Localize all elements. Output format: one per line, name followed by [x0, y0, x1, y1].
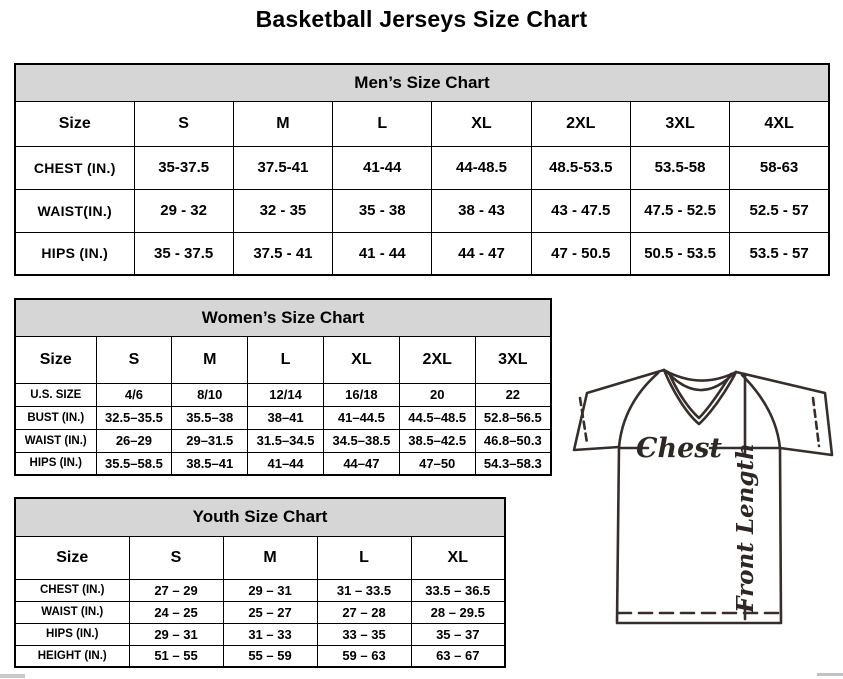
size-value-cell: 52.5 - 57 [730, 189, 829, 232]
size-value-cell: 44-48.5 [432, 146, 531, 189]
measurement-row [15, 189, 829, 232]
mens-table-title-row [15, 64, 829, 101]
row-label: WAIST (IN.) [15, 429, 96, 452]
womens-table-title-row [15, 299, 551, 336]
size-value-cell: 38.5–42.5 [399, 429, 475, 452]
measurement-row [15, 601, 505, 623]
jersey-measurement-diagram [560, 362, 840, 627]
front-length-label: Front Length [732, 443, 759, 613]
column-header-size: Size [15, 101, 134, 146]
column-header-2xl: 2XL [399, 336, 475, 383]
mens-size-table [14, 63, 830, 276]
size-value-cell: 55 – 59 [223, 645, 317, 667]
horizontal-scrollbar-fragment-right[interactable] [817, 673, 843, 676]
measurement-row [15, 452, 551, 475]
size-value-cell: 44 - 47 [432, 232, 531, 275]
size-value-cell: 35 - 37.5 [134, 232, 233, 275]
size-value-cell: 12/14 [248, 383, 324, 406]
row-label: CHEST (IN.) [15, 146, 134, 189]
size-value-cell: 33 – 35 [317, 623, 411, 645]
column-header-l: L [333, 101, 432, 146]
size-value-cell: 38 - 43 [432, 189, 531, 232]
size-value-cell: 27 – 29 [129, 579, 223, 601]
womens-size-table [14, 298, 552, 476]
row-label: HIPS (IN.) [15, 623, 129, 645]
measurement-row [15, 383, 551, 406]
right-armhole-seam [742, 375, 780, 448]
youth-column-header-row [15, 536, 505, 579]
size-value-cell: 35-37.5 [134, 146, 233, 189]
size-value-cell: 54.3–58.3 [475, 452, 551, 475]
column-header-xl: XL [411, 536, 505, 579]
size-value-cell: 22 [475, 383, 551, 406]
row-label: CHEST (IN.) [15, 579, 129, 601]
size-value-cell: 4/6 [96, 383, 172, 406]
size-value-cell: 24 – 25 [129, 601, 223, 623]
column-header-l: L [248, 336, 324, 383]
measurement-row [15, 429, 551, 452]
measurement-row [15, 579, 505, 601]
measurement-row [15, 146, 829, 189]
column-header-m: M [223, 536, 317, 579]
column-header-m: M [233, 101, 332, 146]
right-cuff-dashed-line [813, 398, 819, 446]
size-value-cell: 20 [399, 383, 475, 406]
youth-size-table [14, 497, 506, 668]
size-value-cell: 29 - 32 [134, 189, 233, 232]
size-value-cell: 29 – 31 [223, 579, 317, 601]
column-header-s: S [129, 536, 223, 579]
youth-table-title: Youth Size Chart [15, 498, 505, 536]
size-value-cell: 31 – 33 [223, 623, 317, 645]
measurement-row [15, 623, 505, 645]
size-value-cell: 58-63 [730, 146, 829, 189]
size-value-cell: 35.5–58.5 [96, 452, 172, 475]
row-label: WAIST (IN.) [15, 601, 129, 623]
size-value-cell: 34.5–38.5 [323, 429, 399, 452]
size-value-cell: 8/10 [172, 383, 248, 406]
column-header-3xl: 3XL [630, 101, 729, 146]
size-value-cell: 43 - 47.5 [531, 189, 630, 232]
size-value-cell: 25 – 27 [223, 601, 317, 623]
mens-column-header-row [15, 101, 829, 146]
row-label: HIPS (IN.) [15, 452, 96, 475]
size-value-cell: 38–41 [248, 406, 324, 429]
measurement-row [15, 232, 829, 275]
column-header-size: Size [15, 536, 129, 579]
column-header-2xl: 2XL [531, 101, 630, 146]
size-value-cell: 63 – 67 [411, 645, 505, 667]
row-label: HEIGHT (IN.) [15, 645, 129, 667]
size-value-cell: 31.5–34.5 [248, 429, 324, 452]
size-value-cell: 35 – 37 [411, 623, 505, 645]
size-value-cell: 37.5 - 41 [233, 232, 332, 275]
measurement-row [15, 406, 551, 429]
size-value-cell: 38.5–41 [172, 452, 248, 475]
column-header-xl: XL [323, 336, 399, 383]
womens-table-title: Women’s Size Chart [15, 299, 551, 336]
size-value-cell: 41–44.5 [323, 406, 399, 429]
size-value-cell: 59 – 63 [317, 645, 411, 667]
size-value-cell: 29 – 31 [129, 623, 223, 645]
size-value-cell: 53.5 - 57 [730, 232, 829, 275]
womens-table-body [15, 383, 551, 475]
row-label: WAIST(IN.) [15, 189, 134, 232]
measurement-row [15, 645, 505, 667]
size-value-cell: 33.5 – 36.5 [411, 579, 505, 601]
size-value-cell: 28 – 29.5 [411, 601, 505, 623]
size-value-cell: 41-44 [333, 146, 432, 189]
size-value-cell: 31 – 33.5 [317, 579, 411, 601]
column-header-4xl: 4XL [730, 101, 829, 146]
size-value-cell: 26–29 [96, 429, 172, 452]
size-value-cell: 47–50 [399, 452, 475, 475]
size-value-cell: 16/18 [323, 383, 399, 406]
column-header-m: M [172, 336, 248, 383]
column-header-s: S [96, 336, 172, 383]
size-value-cell: 47 - 50.5 [531, 232, 630, 275]
size-value-cell: 37.5-41 [233, 146, 332, 189]
youth-table-body [15, 579, 505, 667]
youth-table-title-row [15, 498, 505, 536]
size-value-cell: 53.5-58 [630, 146, 729, 189]
womens-column-header-row [15, 336, 551, 383]
size-value-cell: 47.5 - 52.5 [630, 189, 729, 232]
column-header-l: L [317, 536, 411, 579]
column-header-size: Size [15, 336, 96, 383]
size-value-cell: 44.5–48.5 [399, 406, 475, 429]
column-header-s: S [134, 101, 233, 146]
size-value-cell: 46.8–50.3 [475, 429, 551, 452]
mens-table-body [15, 146, 829, 275]
mens-table-title: Men’s Size Chart [15, 64, 829, 101]
jersey-outline-drawing [560, 362, 840, 627]
column-header-xl: XL [432, 101, 531, 146]
size-value-cell: 51 – 55 [129, 645, 223, 667]
size-value-cell: 27 – 28 [317, 601, 411, 623]
row-label: HIPS (IN.) [15, 232, 134, 275]
row-label: BUST (IN.) [15, 406, 96, 429]
size-value-cell: 32.5–35.5 [96, 406, 172, 429]
size-value-cell: 48.5-53.5 [531, 146, 630, 189]
horizontal-scrollbar-fragment-left[interactable] [0, 674, 25, 678]
chest-label: Chest [636, 433, 722, 464]
size-value-cell: 29–31.5 [172, 429, 248, 452]
size-value-cell: 41 - 44 [333, 232, 432, 275]
size-value-cell: 50.5 - 53.5 [630, 232, 729, 275]
size-value-cell: 52.8–56.5 [475, 406, 551, 429]
size-value-cell: 35 - 38 [333, 189, 432, 232]
size-value-cell: 32 - 35 [233, 189, 332, 232]
column-header-3xl: 3XL [475, 336, 551, 383]
size-value-cell: 41–44 [248, 452, 324, 475]
size-value-cell: 44–47 [323, 452, 399, 475]
page-title: Basketball Jerseys Size Chart [255, 6, 588, 32]
size-value-cell: 35.5–38 [172, 406, 248, 429]
row-label: U.S. SIZE [15, 383, 96, 406]
